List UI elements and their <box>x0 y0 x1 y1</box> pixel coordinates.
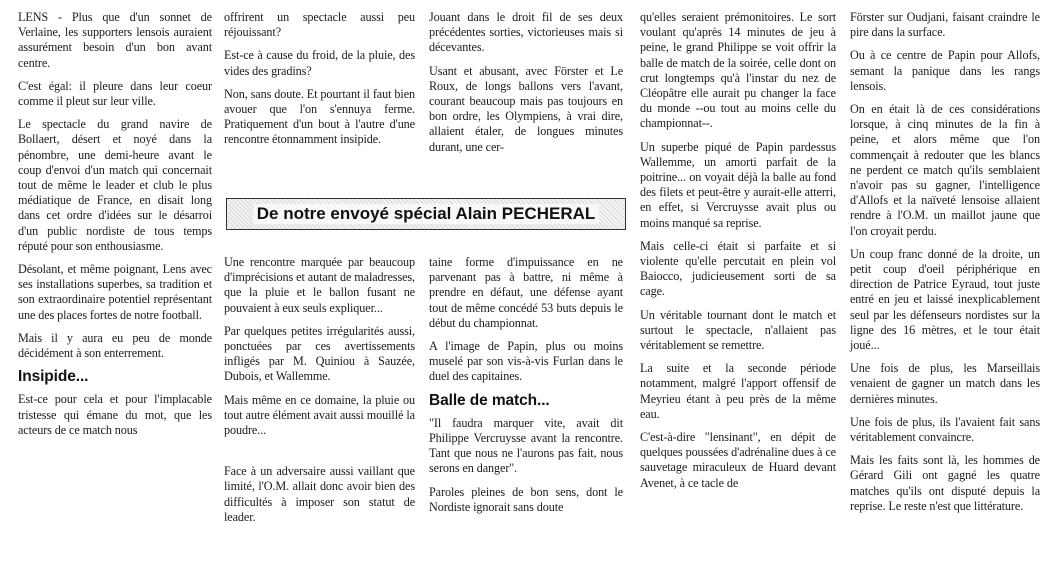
paragraph: Mais même en ce domaine, la pluie ou tout autre élément avait aussi mouillé la poudre... <box>224 392 415 438</box>
paragraph: Non, sans doute. Et pourtant il faut bien avouer que l'on s'ennuya ferme. Pratiquement d'un bout à l'autre d'une rencontre étonnamment insipide. <box>224 86 415 147</box>
paragraph: La suite et la seconde période notamment, malgré l'apport offensif de Meyrieu étant à peu près de la même eau. <box>640 361 836 421</box>
paragraph: Ou à ce centre de Papin pour Allofs, semant la panique dans les rangs lensois. <box>850 48 1040 93</box>
paragraph: On en était là de ces considérations lorsque, à cinq minutes de la fin à peine, et alors même que l'on commençait à redouter que les blancs ne perdent ce match qu'ils semblaient n'avoir pas su gagner, l'intelligence d'Allofs et la naïveté lensoise allaient rendre à l'O.M. un maillot jaune que l'on croyait perdu. <box>850 102 1040 238</box>
paragraph: C'est égal: il pleure dans leur coeur comme il pleut sur leur ville. <box>18 78 212 109</box>
column-5 <box>850 10 1040 522</box>
column-4 <box>640 10 836 499</box>
paragraph: Désolant, et même poignant, Lens avec ses installations superbes, sa tradition et son extraordinaire potentiel représentant une des places fortes de notre football. <box>18 262 212 322</box>
paragraph: Une fois de plus, ils l'avaient fait sans véritablement convaincre. <box>850 414 1040 445</box>
paragraph: Un véritable tournant dont le match et surtout le spectacle, n'allaient pas véritablement se remettre. <box>640 307 836 353</box>
column-2-top <box>224 10 415 156</box>
paragraph: Un coup franc donné de la droite, un petit coup d'oeil périphérique en direction de Patrice Eyraud, tout juste entré en jeu et laissé inexplicablement seul par les défenseurs nordistes sur la ligne des 16 mètres, et le tour était joué... <box>850 246 1040 353</box>
paragraph: C'est-à-dire "lensinant", en dépit de quelques poussées d'adrénaline dues à ce sauvetage miraculeux de Huard devant Avenet, à ce tacle de <box>640 430 836 490</box>
paragraph: Par quelques petites irrégularités aussi, ponctuées par ces avertissements infligés par M. Quiniou à Sauzée, Dubois, et Wallemme. <box>224 323 415 384</box>
column-1 <box>18 10 212 446</box>
paragraph: offrirent un spectacle aussi peu réjouissant? <box>224 10 415 40</box>
paragraph: LENS - Plus que d'un sonnet de Verlaine, les supporters lensois auraient assurément besoin d'un bon avant centre. <box>18 10 212 70</box>
paragraph: Jouant dans le droit fil de ses deux précédentes sorties, victorieuses mais si décevantes. <box>429 10 623 55</box>
paragraph: taine forme d'impuissance en ne parvenant pas à battre, ni même à prendre en défaut, une défense ayant tout de même concédé 53 buts depuis le début du championnat. <box>429 255 623 330</box>
paragraph: Mais il y aura eu peu de monde décidément à son enterrement. <box>18 330 212 361</box>
byline-banner <box>226 198 626 230</box>
paragraph: Mais celle-ci était si parfaite et si violente qu'elle percutait en plein vol Baiocco, judicieusement sorti de sa cage. <box>640 238 836 299</box>
paragraph: Un superbe piqué de Papin pardessus Wallemme, un amorti parfait de la poitrine... on voyait déjà la balle au fond des filets et peut-être y aurait-elle atterri, en effet, si Vercruysse avait plus ou moins manqué sa reprise. <box>640 139 836 230</box>
paragraph: Une rencontre marquée par beaucoup d'imprécisions et autant de maladresses, que la pluie et le ballon fusant ne pouvaient à eux seuls expliquer... <box>224 255 415 315</box>
paragraph: Mais les faits sont là, les hommes de Gérard Gili ont gagné les quatre matches qu'ils ont disputé depuis la reprise. Le reste n'est que littérature. <box>850 453 1040 513</box>
byline: De notre envoyé spécial Alain PECHERAL <box>253 204 600 224</box>
column-3-top <box>429 10 623 163</box>
paragraph: "Il faudra marquer vite, avait dit Philippe Vercruysse avant la rencontre. Tant que nous ne l'aurons pas fait, nous serons en danger". <box>429 415 623 476</box>
column-2-bottom <box>224 255 415 533</box>
paragraph: Est-ce à cause du froid, de la pluie, des vides des gradins? <box>224 48 415 78</box>
paragraph: Paroles pleines de bon sens, dont le Nordiste ignorait sans doute <box>429 484 623 514</box>
paragraph: Une fois de plus, les Marseillais venaient de gagner un match dans les dernières minutes. <box>850 361 1040 406</box>
paragraph: A l'image de Papin, plus ou moins muselé par son vis-à-vis Furlan dans le duel des capitaines. <box>429 339 623 384</box>
paragraph: Le spectacle du grand navire de Bollaert, désert et noyé dans la pénombre, une demi-heure avant le coup d'envoi d'un match qui concernait tout de même le leader et club le plus médiatique de France, en disait long dans cet ordre d'idées sur le désarroi d'un public nordiste de tous temps réputé pour son enthousiasme. <box>18 117 212 253</box>
paragraph: Est-ce pour cela et pour l'implacable tristesse qui émane du mot, que les acteurs de ce match nous <box>18 392 212 437</box>
paragraph: Face à un adversaire aussi vaillant que limité, l'O.M. allait donc avoir bien des difficultés à imposer son statut de leader. <box>224 464 415 524</box>
section-heading-balle-de-match: Balle de match... <box>429 391 550 409</box>
section-heading-insipide: Insipide... <box>18 368 89 386</box>
paragraph: Förster sur Oudjani, faisant craindre le pire dans la surface. <box>850 10 1040 40</box>
column-3-bottom <box>429 255 623 523</box>
paragraph: Usant et abusant, avec Förster et Le Roux, de longs ballons vers l'avant, courant beaucoup mais pas toujours en bon ordre, les Olympiens, à vrai dire, allaient étaler, de longues minutes durant, une cer- <box>429 63 623 154</box>
paragraph: qu'elles seraient prémonitoires. Le sort voulant qu'après 14 minutes de jeu à peine, le grand Philippe se voit offrir la balle de match de la soirée, celle dont on crut longtemps qu'à l'instar du nez de Cléopâtre elle aurait pu changer la face du monde --ou tout au moins celle du championnat--. <box>640 10 836 131</box>
